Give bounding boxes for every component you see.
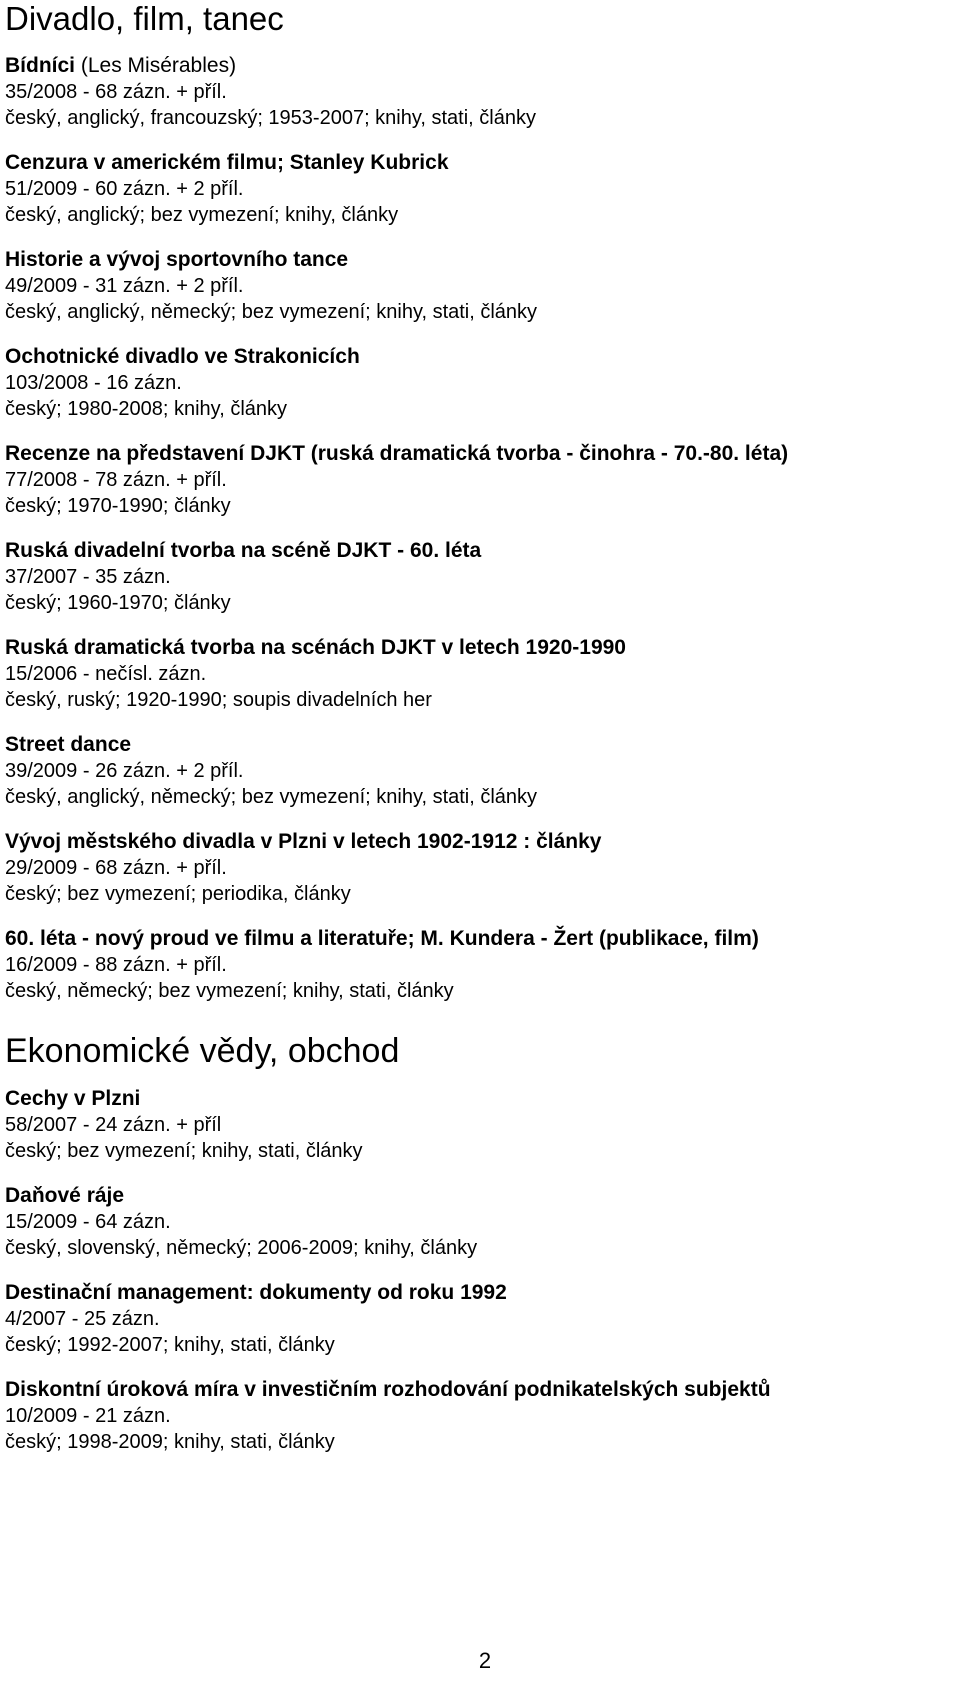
list-item [5,440,955,519]
list-item [5,634,955,713]
entry-record-count: 10/2009 - 21 zázn. [5,1405,171,1427]
entry-details: český, anglický, německý; bez vymezení; knihy, stati, články [5,301,538,323]
list-item [5,828,955,907]
entry-title: Cechy v Plzni [5,1087,141,1110]
entry-list [5,52,955,1004]
list-item [5,537,955,616]
list-item [5,1376,955,1455]
entry-record-count: 4/2007 - 25 zázn. [5,1308,160,1330]
entry-title: Ruská divadelní tvorba na scéně DJKT - 60. léta [5,539,482,562]
entry-details: český; 1970-1990; články [5,495,231,517]
entry-title-bold: Bídníci [5,54,76,77]
entry-record-count: 29/2009 - 68 zázn. + příl. [5,857,227,879]
entry-record-count: 58/2007 - 24 zázn. + příl [5,1114,222,1136]
entry-record-count: 103/2008 - 16 zázn. [5,372,182,394]
entry-details: český, ruský; 1920-1990; soupis divadelních her [5,689,432,711]
entry-details: český; bez vymezení; periodika, články [5,883,351,905]
entry-title: Daňové ráje [5,1184,125,1207]
list-item [5,1279,955,1358]
list-item [5,731,955,810]
list-item [5,925,955,1004]
entry-title: Vývoj městského divadla v Plzni v letech 1902-1912 : články [5,830,602,853]
page-number: 2 [478,1648,492,1673]
entry-title: Street dance [5,733,132,756]
entry-record-count: 15/2006 - nečísl. zázn. [5,663,207,685]
entry-details: český, anglický, německý; bez vymezení; knihy, stati, články [5,786,538,808]
entry-title: Destinační management: dokumenty od roku 1992 [5,1281,507,1304]
entry-details: český, anglický, francouzský; 1953-2007; knihy, stati, články [5,107,536,129]
entry-details: český; 1960-1970; články [5,592,231,614]
list-item [5,52,955,131]
entry-details: český; 1992-2007; knihy, stati, články [5,1334,335,1356]
entry-record-count: 15/2009 - 64 zázn. [5,1211,171,1233]
entry-title: Cenzura v americkém filmu; Stanley Kubrick [5,151,449,174]
entry-title: Ruská dramatická tvorba na scénách DJKT v letech 1920-1990 [5,636,626,659]
entry-record-count: 51/2009 - 60 zázn. + 2 příl. [5,178,244,200]
section-heading: Divadlo, film, tanec [5,0,284,37]
entry-record-count: 77/2008 - 78 zázn. + příl. [5,469,227,491]
entry-record-count: 49/2009 - 31 zázn. + 2 příl. [5,275,244,297]
entry-record-count: 16/2009 - 88 zázn. + příl. [5,954,227,976]
entry-title [5,52,955,79]
entry-details: český, anglický; bez vymezení; knihy, články [5,204,399,226]
entry-details: český; 1998-2009; knihy, stati, články [5,1431,335,1453]
entry-details: český, slovenský, německý; 2006-2009; knihy, články [5,1237,478,1259]
list-item [5,149,955,228]
entry-title-rest: (Les Misérables) [75,54,237,77]
entry-details: český; bez vymezení; knihy, stati, články [5,1140,363,1162]
list-item [5,1085,955,1164]
section-heading: Ekonomické vědy, obchod [5,1032,400,1070]
entry-title: Historie a vývoj sportovního tance [5,248,349,271]
entry-record-count: 35/2008 - 68 zázn. + příl. [5,81,227,103]
list-item [5,246,955,325]
document-page [5,0,955,1455]
entry-list [5,1085,955,1455]
entry-title: Diskontní úroková míra v investičním rozhodování podnikatelských subjektů [5,1378,771,1401]
list-item [5,1182,955,1261]
entry-details: český; 1980-2008; knihy, články [5,398,288,420]
entry-details: český, německý; bez vymezení; knihy, stati, články [5,980,454,1002]
entry-title: Ochotnické divadlo ve Strakonicích [5,345,360,368]
entry-title: Recenze na představení DJKT (ruská dramatická tvorba - činohra - 70.-80. léta) [5,442,789,465]
list-item [5,343,955,422]
entry-title: 60. léta - nový proud ve filmu a literatuře; M. Kundera - Žert (publikace, film) [5,927,759,950]
entry-record-count: 39/2009 - 26 zázn. + 2 příl. [5,760,244,782]
entry-record-count: 37/2007 - 35 zázn. [5,566,171,588]
